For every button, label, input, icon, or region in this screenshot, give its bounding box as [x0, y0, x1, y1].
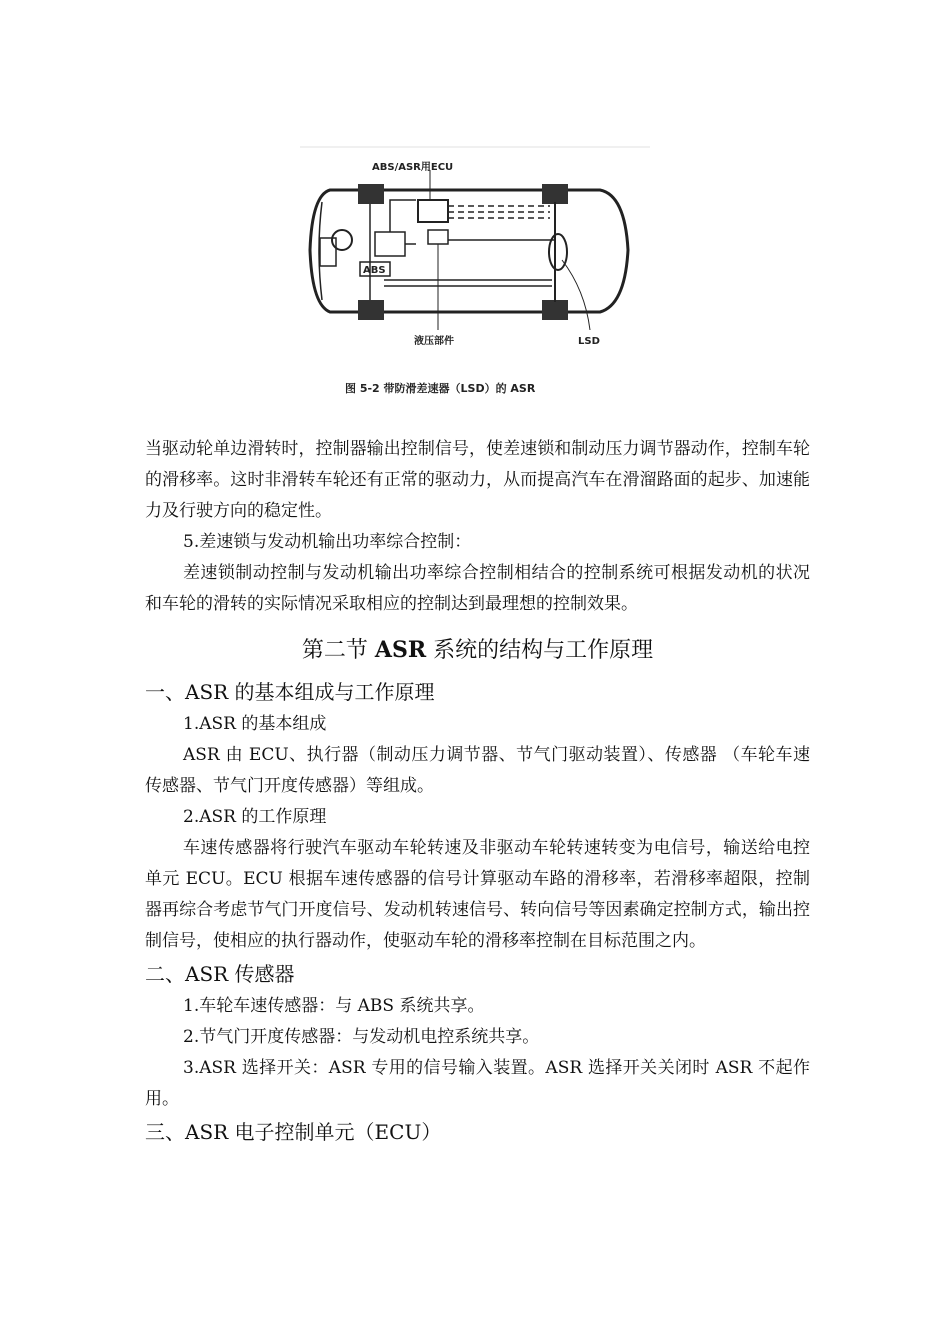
- engine-block: [320, 238, 336, 266]
- label-lsd: LSD: [578, 336, 600, 347]
- label-hydraulic: 液压部件: [414, 336, 454, 347]
- heading-part3: 三、ASR 电子控制单元（ECU）: [145, 1120, 442, 1144]
- heading-part1: 一、ASR 的基本组成与工作原理: [145, 680, 435, 704]
- item1-title: 1.ASR 的基本组成: [183, 714, 327, 734]
- paragraph-heading-5: 5.差速锁与发动机输出功率综合控制：: [183, 532, 472, 552]
- front-right-wheel: [358, 300, 384, 320]
- car-diagram: [300, 140, 650, 410]
- section-title-prefix: 第二节: [301, 638, 368, 663]
- paragraph-differential-lock: 当驱动轮单边滑转时，控制器输出控制信号，使差速锁和制动压力调节器动作，控制车轮的滑移率。这时非滑转车轮还有正常的驱动力，从而提高汽车在滑溜路面的起步、加速能力及行驶方向的稳定性。: [145, 439, 810, 521]
- sensor-item2: 2.节气门开度传感器：与发动机电控系统共享。: [183, 1027, 540, 1047]
- sensor-item1: 1.车轮车速传感器：与 ABS 系统共享。: [183, 996, 485, 1016]
- rear-left-wheel: [542, 184, 568, 204]
- lsd-diff: [549, 234, 567, 270]
- item2-text: 车速传感器将行驶汽车驱动车轮转速及非驱动车轮转速转变为电信号，输送给电控单元 ECU。ECU 根据车速传感器的信号计算驱动车路的滑移率，若滑移率超限，控制器再综合考虑节气门开度信号、发动机转速信号、转向信号等因素确定控制方式，输出控制信号，使相应的执行器动作，使驱动车轮的滑移率控制在目标范围之内。: [145, 838, 810, 951]
- master-cylinder: [332, 230, 352, 250]
- section-title: [145, 630, 810, 671]
- asr-lsd-figure: [300, 140, 650, 410]
- label-ecu: ABS/ASR用ECU: [372, 162, 454, 173]
- ecu-box: [418, 200, 448, 222]
- heading-part2: 二、ASR 传感器: [145, 962, 295, 986]
- front-left-wheel: [358, 184, 384, 204]
- car-body-outline: [310, 190, 628, 312]
- item2-title: 2.ASR 的工作原理: [183, 807, 327, 827]
- sensor-item3: 3.ASR 选择开关：ASR 专用的信号输入装置。ASR 选择开关关闭时 ASR 不起作用。: [145, 1058, 810, 1109]
- hydraulic-unit: [428, 230, 448, 244]
- label-abs: ABS: [363, 265, 386, 276]
- paragraph-combined-control: 差速锁制动控制与发动机输出功率综合控制相结合的控制系统可根据发动机的状况和车轮的滑转的实际情况采取相应的控制达到最理想的控制效果。: [145, 563, 810, 614]
- figure-caption: 图 5-2 带防滑差速器（LSD）的 ASR: [345, 382, 536, 395]
- section-title-suffix: 系统的结构与工作原理: [433, 638, 654, 663]
- section-title-bold: ASR: [374, 637, 427, 663]
- document-body: [145, 434, 810, 1149]
- item1-text: ASR 由 ECU、执行器（制动压力调节器、节气门驱动装置）、传感器 （车轮车速传感器、节气门开度传感器）等组成。: [145, 745, 810, 796]
- rear-right-wheel: [542, 300, 568, 320]
